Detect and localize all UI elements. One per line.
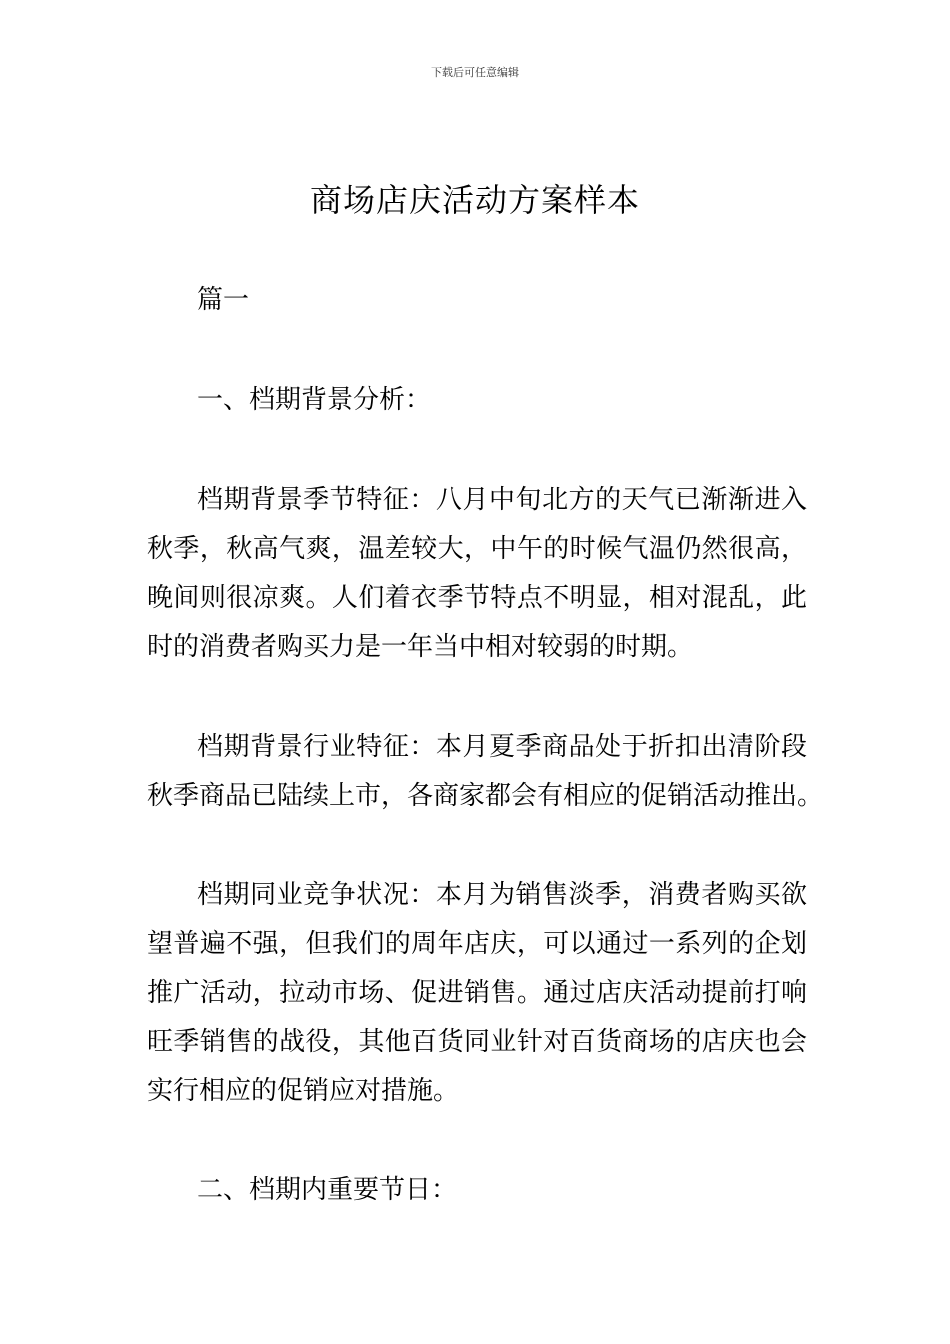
heading-2: 二、档期内重要节日： xyxy=(197,1175,458,1205)
paragraph-line: 秋季，秋高气爽，温差较大，中午的时候气温仍然很高， xyxy=(147,534,807,564)
paragraph-line: 旺季销售的战役，其他百货同业针对百货商场的店庆也会 xyxy=(147,1027,807,1057)
paragraph-line: 档期背景行业特征：本月夏季商品处于折扣出清阶段 xyxy=(197,732,807,762)
paragraph-line: 档期同业竞争状况：本月为销售淡季，消费者购买欲 xyxy=(197,880,807,910)
paragraph-line: 推广活动，拉动市场、促进销售。通过店庆活动提前打响 xyxy=(147,978,807,1008)
paragraph-line: 晚间则很凉爽。人们着衣季节特点不明显，相对混乱，此 xyxy=(147,583,807,613)
paragraph-line: 实行相应的促销应对措施。 xyxy=(147,1076,460,1106)
header-note: 下载后可任意编辑 xyxy=(431,66,519,79)
paragraph-line: 望普遍不强，但我们的周年店庆，可以通过一系列的企划 xyxy=(147,929,807,959)
paragraph-line: 秋季商品已陆续上市，各商家都会有相应的促销活动推出。 xyxy=(147,781,824,811)
heading-1: 一、档期背景分析： xyxy=(197,385,432,415)
paragraph-line: 档期背景季节特征：八月中旬北方的天气已渐渐进入 xyxy=(197,485,807,515)
document-title: 商场店庆活动方案样本 xyxy=(309,181,640,219)
section-label: 篇一 xyxy=(197,285,250,315)
paragraph-line: 时的消费者购买力是一年当中相对较弱的时期。 xyxy=(147,632,694,662)
